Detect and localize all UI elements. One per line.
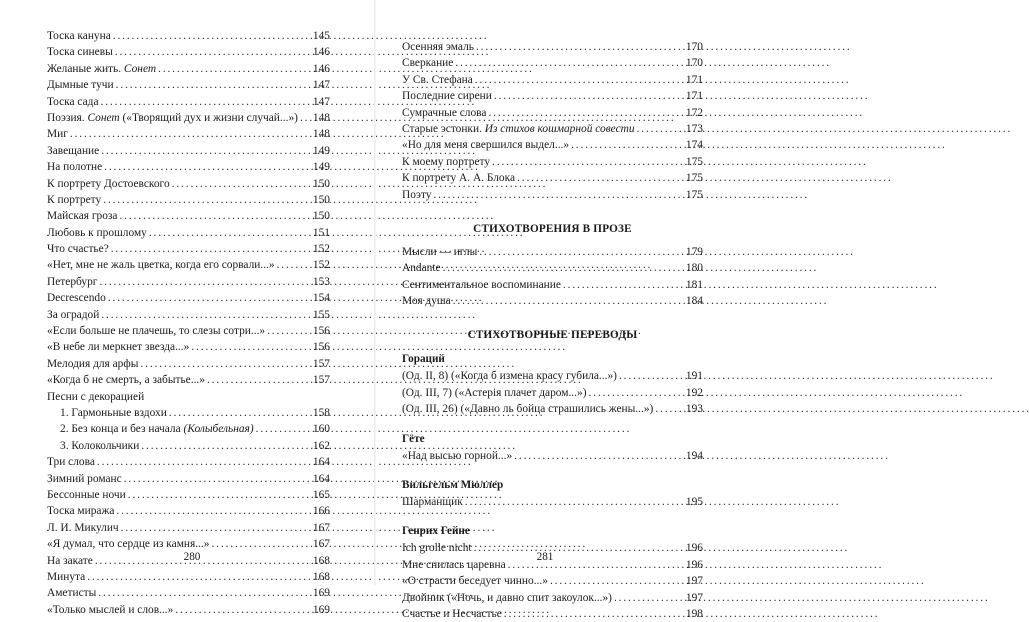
toc-entry: Decrescendo . . . 154 bbox=[47, 290, 330, 306]
spacer bbox=[402, 203, 703, 219]
toc-entry: Моя душа . . . 184 bbox=[402, 293, 703, 309]
toc-entry: Миг . . . 148 bbox=[47, 126, 330, 142]
toc-entry: Осенняя эмаль . . . 170 bbox=[402, 39, 703, 55]
author-heading: Гёте bbox=[402, 432, 425, 445]
toc-entry: К портрету Достоевского . . . 150 bbox=[47, 176, 330, 192]
toc-entry: (Од. III, 26) («Давно ль бойца страшились жены...») . . . 193 bbox=[402, 401, 703, 417]
right-toc-list bbox=[402, 39, 703, 622]
spacer bbox=[402, 418, 703, 430]
toc-group-label: Песни с декорацией bbox=[47, 390, 145, 403]
spacer bbox=[402, 510, 703, 522]
spacer bbox=[402, 309, 703, 325]
toc-entry: За оградой . . . 155 bbox=[47, 307, 330, 323]
toc-entry: У Св. Стефана . . . 171 bbox=[402, 72, 703, 88]
toc-entry: Минута . . . 168 bbox=[47, 569, 330, 585]
toc-entry: Andante . . . 180 bbox=[402, 260, 703, 276]
toc-entry: Зимний романс . . . 164 bbox=[47, 471, 330, 487]
toc-entry: К портрету . . . 150 bbox=[47, 192, 330, 208]
toc-entry: «Если больше не плачешь, то слезы сотри...» . . . 156 bbox=[47, 323, 330, 339]
toc-entry: Мелодия для арфы . . . 157 bbox=[47, 356, 330, 372]
toc-entry: (Од. III, 7) («Астерія плачет даром...») . . . 192 bbox=[402, 385, 703, 401]
toc-entry: Дымные тучи . . . 147 bbox=[47, 77, 330, 93]
toc-sub-entry: 1. Гармоньные вздохи . . . 158 bbox=[47, 405, 330, 421]
toc-entry: Желаные жить. Сонет . . . 146 bbox=[47, 61, 330, 77]
toc-entry: Завещание . . . 149 bbox=[47, 143, 330, 159]
toc-entry: Двойник («Ночь, и давно спит закоулок...») . . . 197 bbox=[402, 590, 703, 606]
toc-entry: Любовь к прошлому . . . 151 bbox=[47, 225, 330, 241]
toc-sub-entry: 3. Колокольчики . . . 162 bbox=[47, 438, 330, 454]
toc-entry: Л. И. Микулич . . . 167 bbox=[47, 520, 330, 536]
spacer bbox=[402, 464, 703, 476]
toc-entry: К портрету А. А. Блока . . . 175 bbox=[402, 170, 703, 186]
toc-entry: Поэту . . . 175 bbox=[402, 187, 703, 203]
toc-entry: Сумрачные слова . . . 172 bbox=[402, 105, 703, 121]
toc-entry: Три слова . . . 164 bbox=[47, 454, 330, 470]
left-page bbox=[0, 0, 375, 616]
toc-entry: Сверкание . . . 170 bbox=[402, 55, 703, 71]
toc-entry: «Нет, мне не жаль цветка, когда его сорвали...» . . . 152 bbox=[47, 257, 330, 273]
toc-entry: Мысли — иглы . . . 179 bbox=[402, 244, 703, 260]
toc-entry: Старые эстонки. Из стихов кошмарной совести . . . 173 bbox=[402, 121, 703, 137]
toc-entry: Шарманщик . . . 195 bbox=[402, 494, 703, 510]
page-number-right: 281 bbox=[536, 551, 554, 563]
author-heading: Гораций bbox=[402, 353, 445, 366]
toc-entry: «Только мыслей и слов...» . . . 169 bbox=[47, 602, 330, 618]
author-heading: Генрих Гейне bbox=[402, 525, 470, 538]
toc-entry: Майская гроза . . . 150 bbox=[47, 208, 330, 224]
toc-entry: «О страсти беседует чинно...» . . . 197 bbox=[402, 573, 703, 589]
toc-entry: Сентиментальное воспоминание . . . 181 bbox=[402, 277, 703, 293]
toc-entry: Поэзия. Сонет («Творящий дух и жизни случай...») . . . 148 bbox=[47, 110, 330, 126]
toc-entry: Ich grolle nicht . . . 196 bbox=[402, 540, 703, 556]
toc-entry: «В небе ли меркнет звезда...» . . . 156 bbox=[47, 339, 330, 355]
toc-entry: Петербург . . . 153 bbox=[47, 274, 330, 290]
toc-entry: (Од. II, 8) («Когда б измена красу губила...») . . . 191 bbox=[402, 368, 703, 384]
toc-entry: На закате . . . 168 bbox=[47, 553, 330, 569]
toc-entry: Бессонные ночи . . . 165 bbox=[47, 487, 330, 503]
toc-entry: Тоска синевы . . . 146 bbox=[47, 44, 330, 60]
toc-entry: Мне снилась царевна . . . 196 bbox=[402, 557, 703, 573]
author-heading: Вильгельм Мюллер bbox=[402, 479, 504, 492]
toc-entry: Последние сирени . . . 171 bbox=[402, 88, 703, 104]
left-toc-list bbox=[47, 28, 330, 618]
toc-entry: «Я думал, что сердце из камня...» . . . 167 bbox=[47, 536, 330, 552]
toc-entry: Тоска сада . . . 147 bbox=[47, 94, 330, 110]
toc-entry: Тоска кануна . . . 145 bbox=[47, 28, 330, 44]
toc-entry: Счастье и Несчастье . . . 198 bbox=[402, 606, 703, 622]
toc-entry: Что счастье? . . . 152 bbox=[47, 241, 330, 257]
toc-entry: «Над высью горной...» . . . 194 bbox=[402, 448, 703, 464]
toc-entry: «Но для меня свершился выдел...» . . . 174 bbox=[402, 137, 703, 153]
section-heading-prose: СТИХОТВОРЕНИЯ В ПРОЗЕ bbox=[473, 222, 632, 235]
toc-entry: На полотне . . . 149 bbox=[47, 159, 330, 175]
toc-sub-entry: 2. Без конца и без начала (Колыбельная) . . . 160 bbox=[47, 421, 330, 437]
toc-entry: Тоска миража . . . 166 bbox=[47, 503, 330, 519]
page-number-left: 280 bbox=[183, 551, 201, 563]
toc-entry: «Когда б не смерть, а забытье...» . . . 157 bbox=[47, 372, 330, 388]
toc-entry: Аметисты . . . 169 bbox=[47, 585, 330, 601]
right-page bbox=[375, 0, 750, 620]
section-heading-translations: СТИХОТВОРНЫЕ ПЕРЕВОДЫ bbox=[467, 329, 638, 342]
toc-entry: К моему портрету . . . 175 bbox=[402, 154, 703, 170]
